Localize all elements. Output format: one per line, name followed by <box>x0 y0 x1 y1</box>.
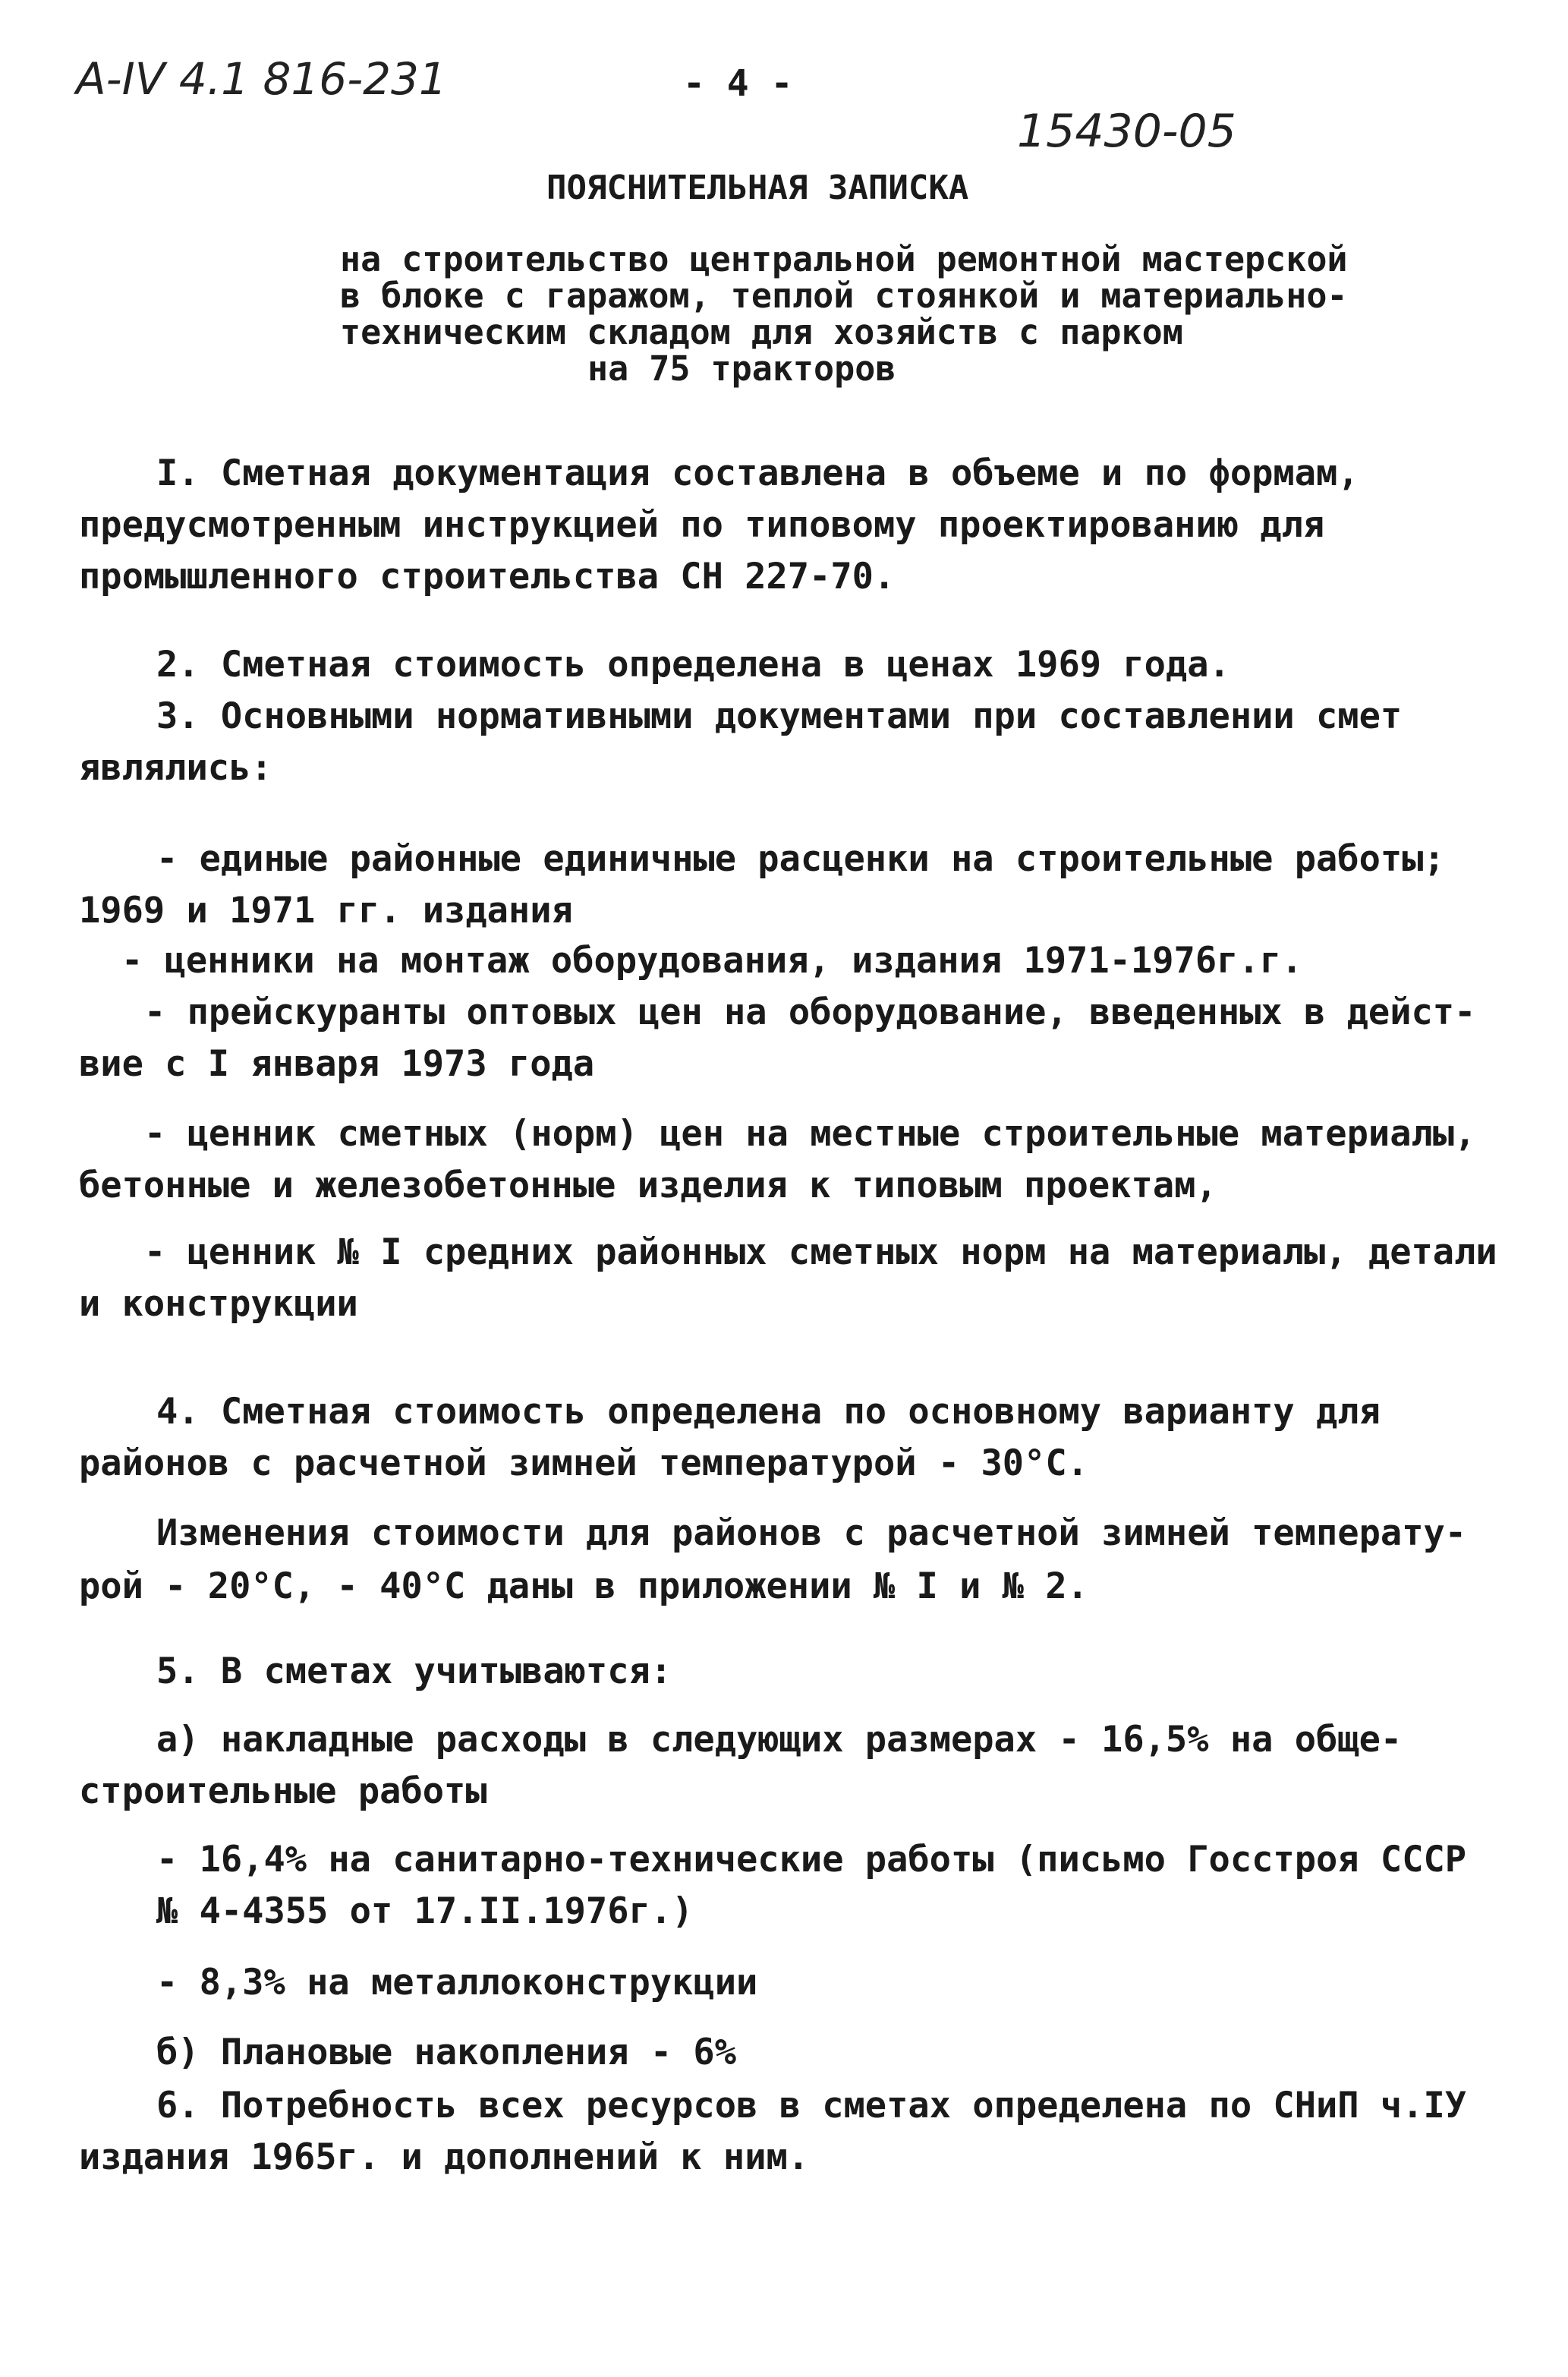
subtitle-line: техническим складом для хозяйств с парком <box>340 312 1183 352</box>
body-line: - ценник сметных (норм) цен на местные строительные материалы, <box>144 1113 1476 1155</box>
body-line: предусмотренным инструкцией по типовому проектированию для <box>79 504 1325 546</box>
body-line: - ценники на монтаж оборудования, издания 1971-1976г.г. <box>121 940 1303 982</box>
handwritten-code: 15430-05 <box>1017 105 1236 158</box>
subtitle-line: в блоке с гаражом, теплой стоянкой и материально- <box>340 276 1348 316</box>
body-line: вие с I января 1973 года <box>79 1043 595 1085</box>
body-line: строительные работы <box>79 1770 487 1812</box>
body-line: - прейскуранты оптовых цен на оборудование, введенных в дейст- <box>144 991 1476 1033</box>
body-line: 6. Потребность всех ресурсов в сметах определена по СНиП ч.IУ <box>156 2085 1467 2126</box>
body-line: 1969 и 1971 гг. издания <box>79 890 573 932</box>
body-line: рой - 20°С, - 40°С даны в приложении № I и № 2. <box>79 1565 1088 1607</box>
page-number: - 4 - <box>683 62 793 105</box>
body-line: - единые районные единичные расценки на строительные работы; <box>156 838 1445 880</box>
body-line: № 4-4355 от 17.II.1976г.) <box>156 1890 694 1932</box>
body-line: издания 1965г. и дополнений к ним. <box>79 2136 810 2178</box>
body-line: 2. Сметная стоимость определена в ценах 1969 года. <box>156 644 1230 686</box>
stamp-code: А-IV 4.1 816-231 <box>76 53 447 105</box>
body-line: промышленного строительства СН 227-70. <box>79 556 896 597</box>
document-title: ПОЯСНИТЕЛЬНАЯ ЗАПИСКА <box>546 169 969 207</box>
body-line: 3. Основными нормативными документами при составлении смет <box>156 695 1403 737</box>
body-line: являлись: <box>79 747 272 789</box>
body-line: - 8,3% на металлоконструкции <box>156 1962 758 2003</box>
body-line: б) Плановые накопления - 6% <box>156 2032 737 2073</box>
body-line: - ценник № I средних районных сметных норм на материалы, детали <box>144 1231 1497 1273</box>
subtitle-line: на строительство центральной ремонтной мастерской <box>340 239 1348 279</box>
body-line: а) накладные расходы в следующих размерах - 16,5% на обще- <box>156 1719 1403 1761</box>
body-line: и конструкции <box>79 1283 358 1325</box>
body-line: районов с расчетной зимней температурой - 30°С. <box>79 1442 1088 1484</box>
body-line: бетонные и железобетонные изделия к типовым проектам, <box>79 1165 1217 1206</box>
body-line: I. Сметная документация составлена в объеме и по формам, <box>156 452 1359 494</box>
body-line: 4. Сметная стоимость определена по основному варианту для <box>156 1391 1381 1433</box>
body-line: - 16,4% на санитарно-технические работы (письмо Госстроя СССР <box>156 1839 1467 1880</box>
subtitle-line: на 75 тракторов <box>587 348 896 389</box>
body-line: 5. В сметах учитываются: <box>156 1650 672 1692</box>
body-line: Изменения стоимости для районов с расчетной зимней температу- <box>156 1512 1467 1554</box>
